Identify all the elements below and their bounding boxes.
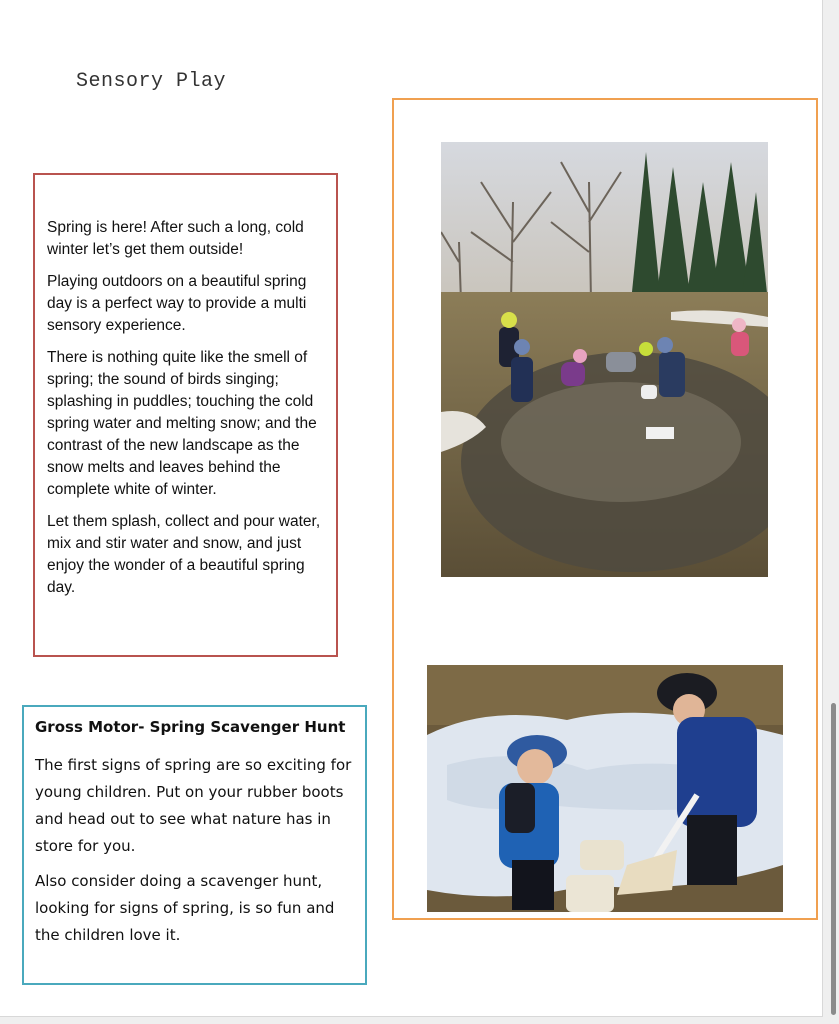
sensory-play-textbox (33, 173, 338, 657)
sensory-paragraph: Playing outdoors on a beautiful spring day is a perfect way to provide a multi sensory experience. (47, 273, 307, 334)
viewer-bottom-gutter (0, 1017, 839, 1024)
sensory-paragraph: Spring is here! After such a long, cold winter let’s get them outside! (47, 219, 304, 258)
gross-motor-textbox (22, 705, 367, 985)
page-title: Sensory Play (76, 70, 227, 93)
vertical-scrollbar-thumb[interactable] (831, 703, 836, 1015)
sensory-paragraph: Let them splash, collect and pour water, mix and stir water and snow, and just enjoy the wonder of a beautiful spring day. (47, 513, 321, 596)
photo-children-playing-in-snow (427, 665, 783, 912)
photo-children-playing-in-puddle (441, 142, 768, 577)
gross-motor-paragraph: Also consider doing a scavenger hunt, looking for signs of spring, is so fun and the children love it. (35, 872, 335, 944)
gross-motor-heading: Gross Motor- Spring Scavenger Hunt (35, 718, 346, 736)
gross-motor-paragraph: The first signs of spring are so exciting for young children. Put on your rubber boots and head out to see what nature has in store for you. (35, 756, 352, 855)
sensory-paragraph: There is nothing quite like the smell of spring; the sound of birds singing; splashing in puddles; touching the cold spring water and melting snow; and the contrast of the new landscape as the snow melts and leaves behind the complete white of winter. (47, 349, 317, 498)
